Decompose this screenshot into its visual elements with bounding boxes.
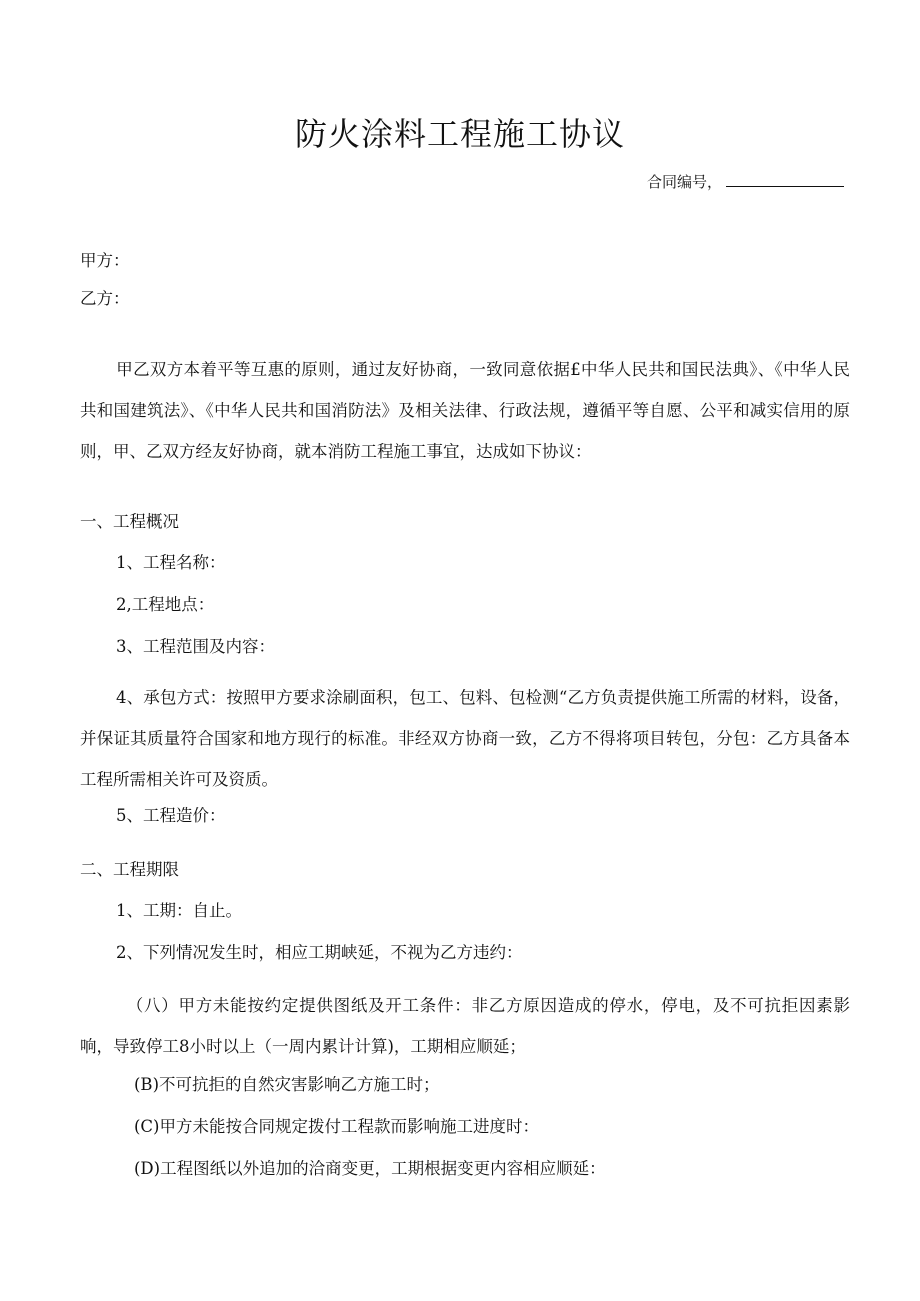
contract-number-field <box>647 171 844 193</box>
contract-number-label: 合同编号， <box>646 173 722 191</box>
delay-condition-a <box>80 985 850 1067</box>
party-b-label: 乙方： <box>80 289 130 308</box>
document-title: 防火涂料工程施工协议 <box>294 115 625 153</box>
delay-condition-c: (C)甲方未能按合同规定拨付工程款而影响施工进度时： <box>134 1117 539 1136</box>
party-a-label: 甲方： <box>80 251 130 270</box>
project-scope-item: 3、工程范围及内容： <box>116 637 275 656</box>
section-1-heading: 一、工程概况 <box>80 512 179 531</box>
project-name-item: 1、工程名称： <box>116 553 226 572</box>
intro-text: 甲乙双方本着平等互惠的原则，通过友好协商，一致同意依据£中华人民共和国民法典》、《中华人民共和国建筑法》、《中华人民共和国消防法》及相关法律、行政法规，遵循平等自愿、公平和减实信用的原则，甲、乙双方经友好协商，就本消防工程施工事宜，达成如下协议： <box>80 360 850 461</box>
section-2-heading: 二、工程期限 <box>80 860 179 879</box>
delay-condition-a-text: （八）甲方未能按约定提供图纸及开工条件：非乙方原因造成的停水，停电，及不可抗拒因素影响，导致停工8小时以上（一周内累计计算)，工期相应顺延； <box>80 996 850 1056</box>
intro-paragraph <box>80 349 850 472</box>
project-cost-item: 5、工程造价： <box>116 806 226 825</box>
delay-condition-b: (B)不可抗拒的自然灾害影响乙方施工时； <box>134 1075 440 1094</box>
contract-number-blank <box>726 172 844 187</box>
delay-condition-d: (D)工程图纸以外追加的洽商变更，工期根据变更内容相应顺延： <box>134 1159 606 1178</box>
contracting-method-text: 4、承包方式：按照甲方要求涂刷面积，包工、包料、包检测“乙方负责提供施工所需的材料，设备，并保证其质量符合国家和地方现行的标准。非经双方协商一致，乙方不得将项目转包，分包：乙方具备本工程所需相关许可及资质。 <box>80 688 850 789</box>
contracting-method-paragraph <box>80 677 850 800</box>
duration-item: 1、工期：自止。 <box>116 901 242 920</box>
delay-conditions-item: 2、下列情况发生时，相应工期峡延，不视为乙方违约： <box>116 943 523 962</box>
project-location-item: 2,工程地点： <box>116 595 215 614</box>
